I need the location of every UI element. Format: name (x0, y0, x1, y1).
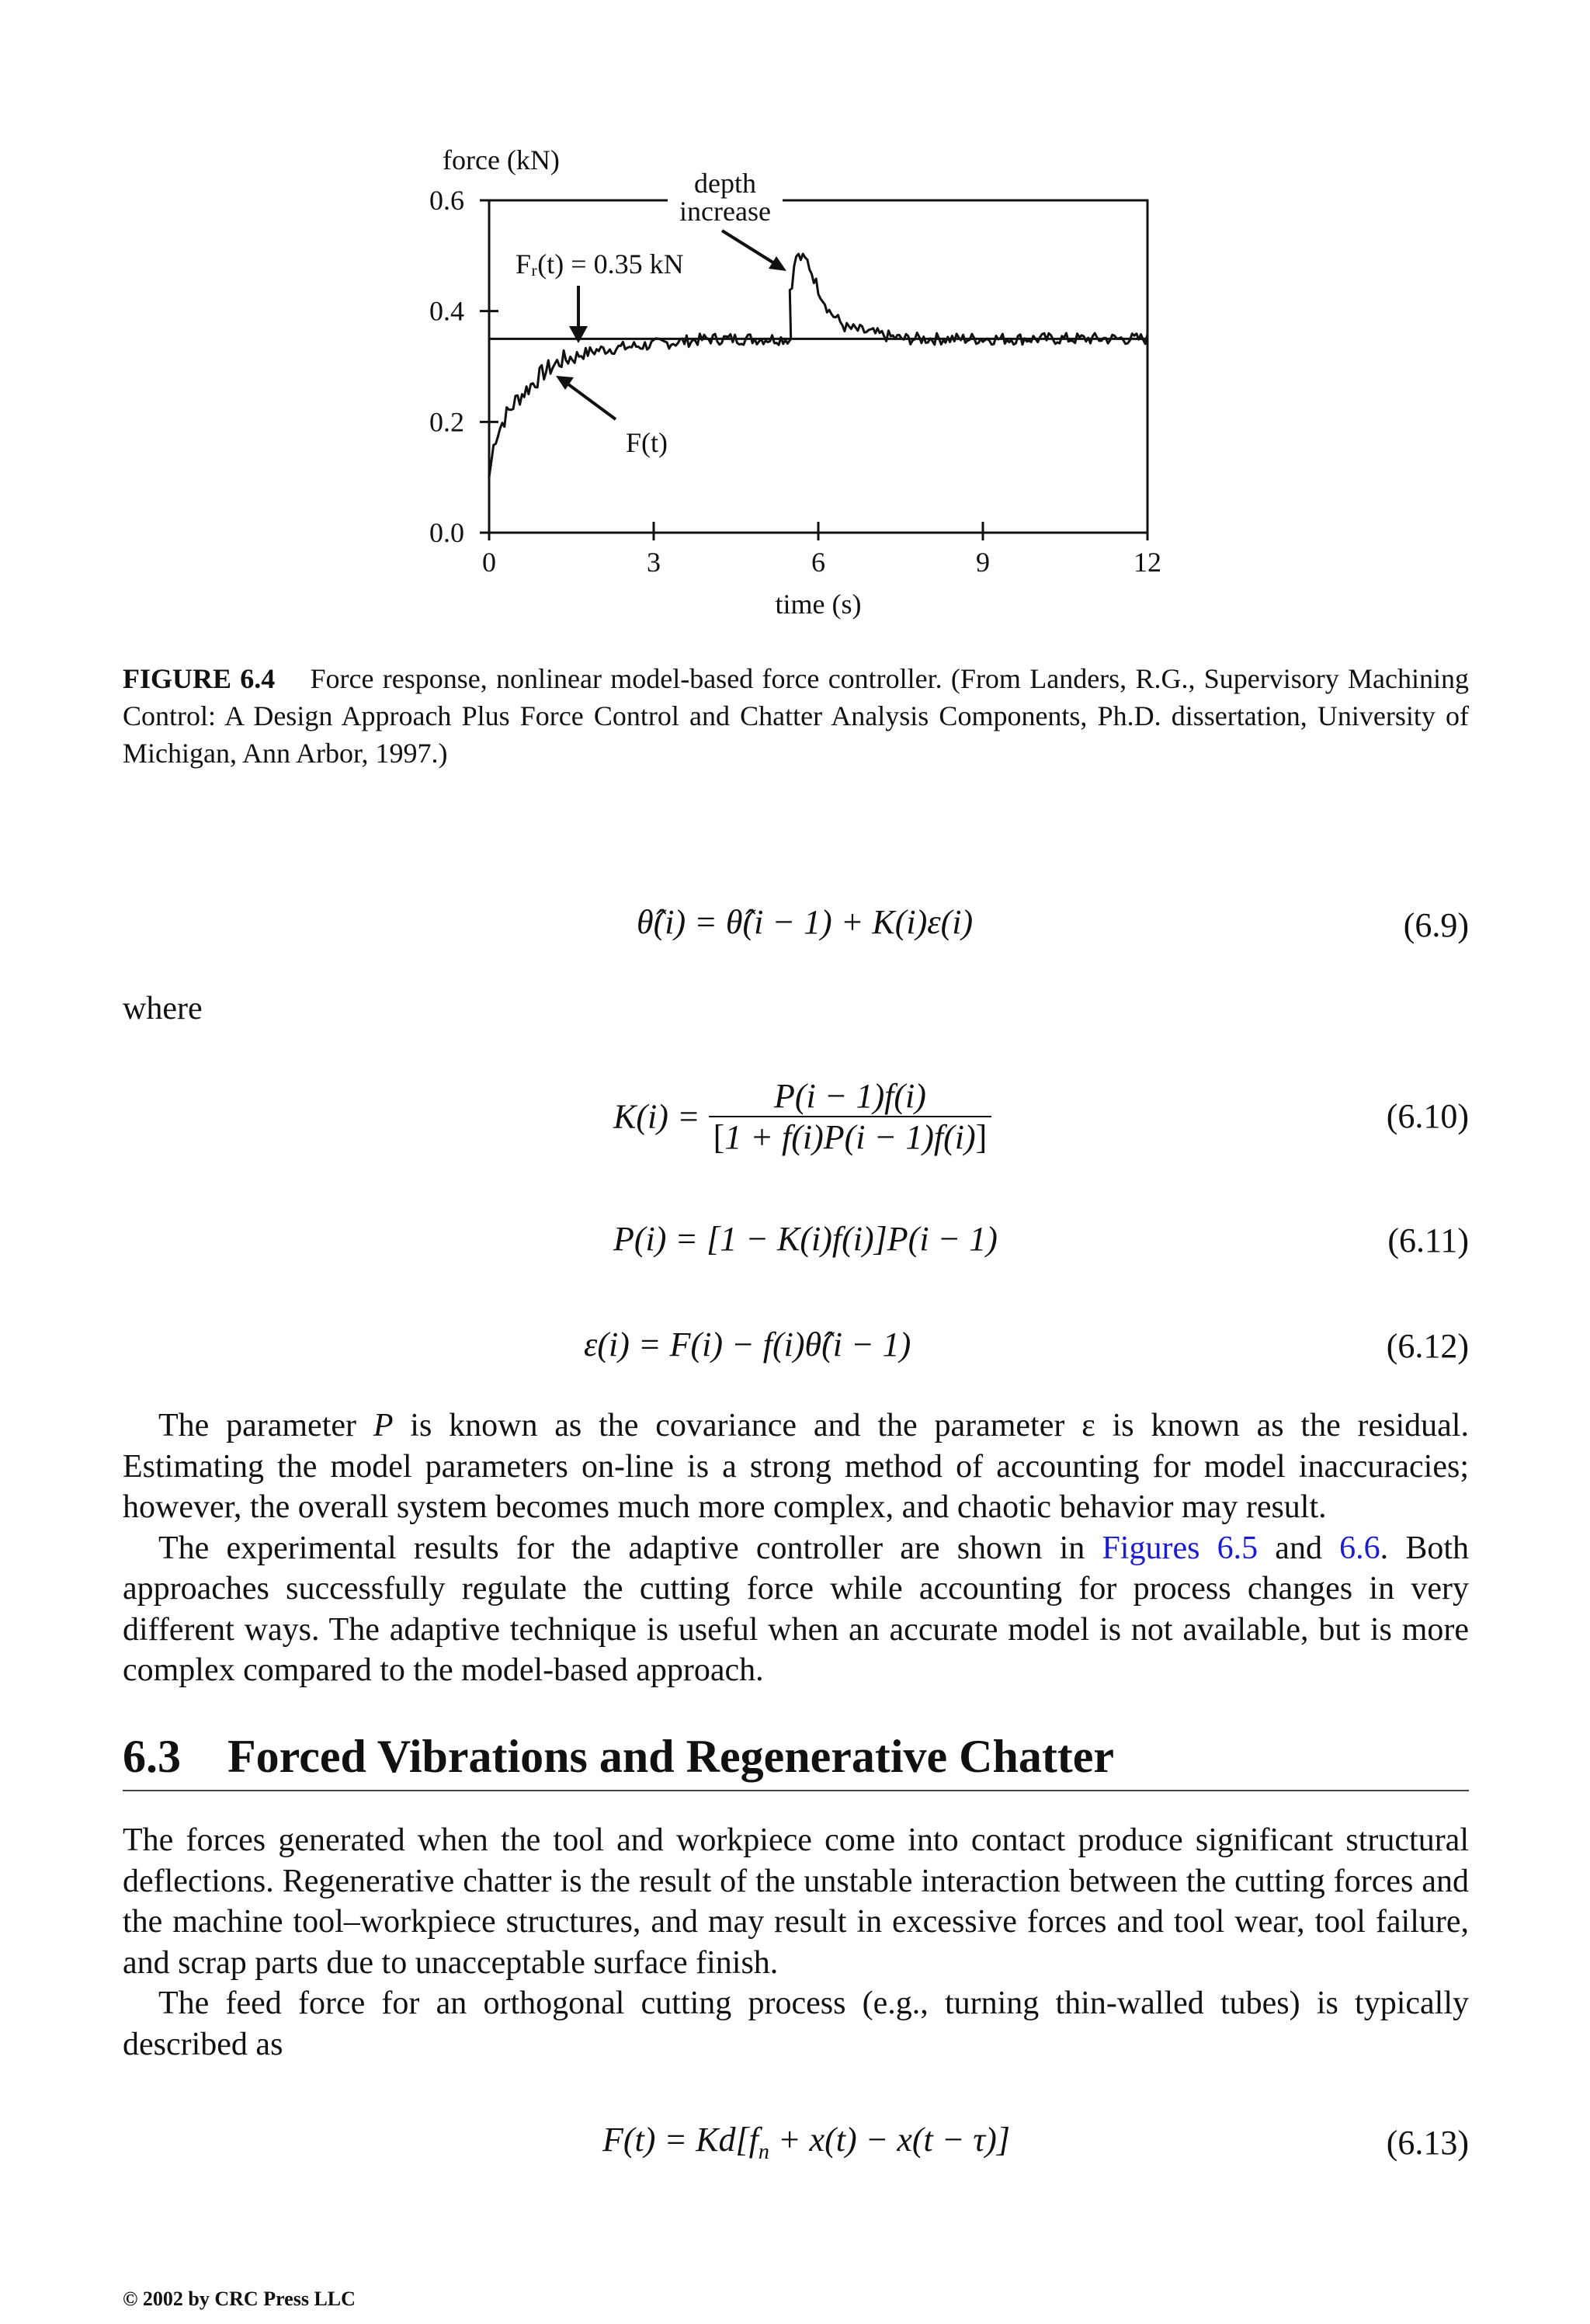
x-tick-label: 3 (647, 547, 661, 578)
annotation-depth: depth (694, 168, 756, 199)
paragraph: The forces generated when the tool and workpiece come into contact produce significant structural deflections. Regenerative chatter is the result of the unstable interaction between the cutting forces and the machine tool–workpiece structures, and may result in excessive forces and tool wear, tool failure, and scrap parts due to unacceptable surface finish. (123, 1822, 1469, 1981)
series-label: F(t) (626, 427, 668, 458)
paragraph: The feed force for an orthogonal cutting process (e.g., turning thin-walled tubes) is typically described as (123, 1985, 1469, 2062)
x-tick-label: 9 (976, 547, 990, 578)
figure-link[interactable]: Figures 6.5 (1102, 1530, 1258, 1566)
equation-number: (6.10) (1386, 1097, 1469, 1135)
section-title: Forced Vibrations and Regenerative Chatter (227, 1731, 1115, 1782)
body-paragraphs-2 (123, 1820, 1469, 2065)
reference-line-label: Fᵣ(t) = 0.35 kN (516, 248, 684, 280)
figure-link[interactable]: 6.6 (1339, 1530, 1380, 1566)
arrow-shaft (565, 382, 616, 419)
arrow-head (769, 256, 786, 271)
y-axis-label: force (kN) (443, 144, 560, 175)
x-tick-label: 0 (482, 547, 496, 578)
series-line-F(t) (489, 254, 1147, 478)
figure-label: FIGURE 6.4 (123, 663, 276, 694)
arrow-shaft (722, 231, 778, 266)
equation-number: (6.11) (1387, 1221, 1469, 1259)
annotation-increase: increase (679, 196, 771, 227)
body-paragraphs-1 (123, 1405, 1469, 1691)
equation-6-10: K(i) = $\frac{P(i - 1)f(i)}{[1 + f(i)P(i - 1)f(i)]}$ (613, 1076, 991, 1157)
equation-6-12: ε(i) = F(i) − f(i)θ̂(i − 1) (584, 1325, 911, 1363)
equation-6-13: $F(t) = Kd[f_n + x(t) - x(t - \tau)]$ (602, 2121, 1010, 2164)
paragraph: The experimental results for the adaptive controller are shown in Figures 6.5 and 6.6. Both approaches successfully regulate the cutting force while accounting for process changes in very different ways. The adaptive technique is useful when an accurate model is not available, but is more complex compared to the model-based approach. (123, 1530, 1470, 1688)
copyright-footer: © 2002 by CRC Press LLC (123, 2288, 356, 2310)
equation-6-9: θ̂(i) = θ̂(i − 1) + K(i)ε(i) (637, 903, 974, 941)
y-tick-label: 0.0 (429, 517, 464, 548)
section-heading (123, 1730, 1469, 1791)
x-axis-label: time (s) (775, 589, 862, 620)
equation-number: (6.9) (1403, 906, 1469, 944)
equation-number: (6.12) (1386, 1327, 1469, 1365)
force-response-chart (0, 0, 1590, 637)
figure-caption-text: Force response, nonlinear model-based force controller. (From Landers, R.G., Supervisory Machining Control: A Design Approach Plus Force Control and Chatter Analysis Components, Ph.D. dissertation, University of Michigan, Ann Arbor, 1997.) (123, 663, 1470, 769)
figure-caption (123, 660, 1469, 772)
y-tick-label: 0.4 (429, 295, 464, 327)
y-tick-label: 0.2 (429, 406, 464, 438)
arrow-head (569, 326, 588, 343)
y-tick-label: 0.6 (429, 185, 464, 216)
section-number: 6.3 (123, 1731, 181, 1782)
equation-6-11: P(i) = [1 − K(i)f(i)]P(i − 1) (613, 1220, 998, 1258)
paragraph: The parameter P is known as the covariance and the parameter ε is known as the residual. Estimating the model parameters on-line is a strong method of accounting for model inaccuracies; however, the overall system becomes much more complex, and chaotic behavior may result. (123, 1408, 1469, 1525)
where-text: where (123, 991, 203, 1027)
x-tick-label: 6 (811, 547, 825, 578)
equation-number: (6.13) (1386, 2124, 1469, 2162)
x-tick-label: 12 (1133, 547, 1161, 578)
